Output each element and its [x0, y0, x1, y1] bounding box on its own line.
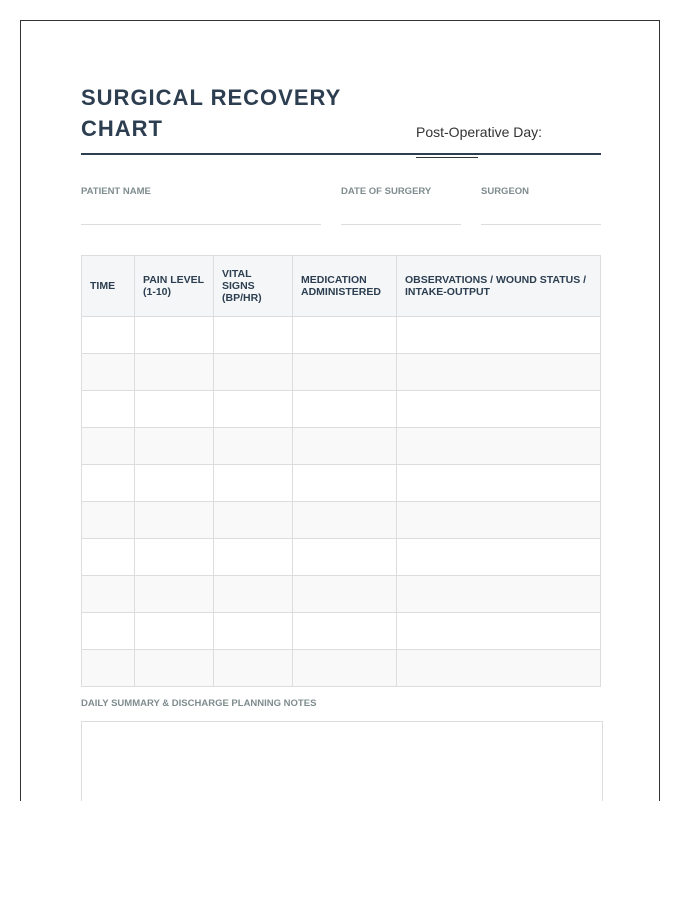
title-line-2: CHART [81, 116, 163, 141]
table-cell[interactable] [214, 391, 293, 428]
table-cell[interactable] [82, 650, 135, 687]
surgeon-label: SURGEON [481, 186, 530, 197]
table-cell[interactable] [82, 576, 135, 613]
table-cell[interactable] [293, 502, 397, 539]
table-cell[interactable] [214, 539, 293, 576]
page-clip [0, 801, 700, 900]
table-cell[interactable] [397, 391, 601, 428]
table-cell[interactable] [214, 613, 293, 650]
table-row [82, 576, 601, 613]
date-of-surgery-field[interactable] [341, 224, 461, 225]
page-title [81, 82, 341, 144]
patient-name-field[interactable] [81, 224, 321, 225]
table-cell[interactable] [397, 428, 601, 465]
col-vital-signs: VITAL SIGNS (BP/HR) [214, 256, 293, 317]
table-row [82, 317, 601, 354]
table-cell[interactable] [293, 391, 397, 428]
date-of-surgery-label: DATE OF SURGERY [341, 186, 432, 197]
table-cell[interactable] [214, 428, 293, 465]
table-cell[interactable] [135, 317, 214, 354]
col-time: TIME [82, 256, 135, 317]
table-cell[interactable] [82, 391, 135, 428]
table-cell[interactable] [293, 650, 397, 687]
notes-label: DAILY SUMMARY & DISCHARGE PLANNING NOTES [81, 698, 317, 709]
col-pain-level: PAIN LEVEL (1-10) [135, 256, 214, 317]
table-cell[interactable] [135, 428, 214, 465]
table-cell[interactable] [397, 317, 601, 354]
post-op-day-label: Post-Operative Day: [416, 124, 543, 140]
table-cell[interactable] [135, 465, 214, 502]
table-cell[interactable] [397, 465, 601, 502]
table-cell[interactable] [214, 650, 293, 687]
post-op-day-field[interactable] [416, 157, 478, 158]
table-cell[interactable] [293, 465, 397, 502]
table-cell[interactable] [293, 576, 397, 613]
table-row [82, 428, 601, 465]
table-cell[interactable] [135, 576, 214, 613]
table-cell[interactable] [293, 539, 397, 576]
table-cell[interactable] [135, 539, 214, 576]
table-cell[interactable] [397, 502, 601, 539]
table-row [82, 539, 601, 576]
table-cell[interactable] [82, 539, 135, 576]
table-cell[interactable] [214, 502, 293, 539]
table-cell[interactable] [397, 576, 601, 613]
table-cell[interactable] [135, 650, 214, 687]
table-cell[interactable] [397, 539, 601, 576]
table-cell[interactable] [135, 354, 214, 391]
table-row [82, 502, 601, 539]
table-cell[interactable] [82, 317, 135, 354]
table-cell[interactable] [82, 465, 135, 502]
table-cell[interactable] [397, 354, 601, 391]
table-header-row [82, 256, 601, 317]
table-cell[interactable] [214, 465, 293, 502]
table-row [82, 613, 601, 650]
table-cell[interactable] [397, 650, 601, 687]
table-cell[interactable] [214, 317, 293, 354]
surgeon-field[interactable] [481, 224, 601, 225]
recovery-log-table [81, 255, 601, 687]
table-cell[interactable] [293, 317, 397, 354]
table-cell[interactable] [293, 613, 397, 650]
table-cell[interactable] [397, 613, 601, 650]
table-cell[interactable] [82, 354, 135, 391]
table-cell[interactable] [135, 391, 214, 428]
table-row [82, 391, 601, 428]
col-medication: MEDICATION ADMINISTERED [293, 256, 397, 317]
table-cell[interactable] [135, 502, 214, 539]
table-cell[interactable] [82, 428, 135, 465]
table-row [82, 650, 601, 687]
title-line-1: SURGICAL RECOVERY [81, 85, 342, 110]
table-cell[interactable] [214, 354, 293, 391]
table-cell[interactable] [82, 613, 135, 650]
table-row [82, 465, 601, 502]
table-cell[interactable] [135, 613, 214, 650]
col-observations: OBSERVATIONS / WOUND STATUS / INTAKE-OUTPUT [397, 256, 601, 317]
table-cell[interactable] [82, 502, 135, 539]
table-cell[interactable] [214, 576, 293, 613]
table-row [82, 354, 601, 391]
header-divider [81, 153, 601, 155]
table-cell[interactable] [293, 354, 397, 391]
table-cell[interactable] [293, 428, 397, 465]
patient-name-label: PATIENT NAME [81, 186, 151, 197]
